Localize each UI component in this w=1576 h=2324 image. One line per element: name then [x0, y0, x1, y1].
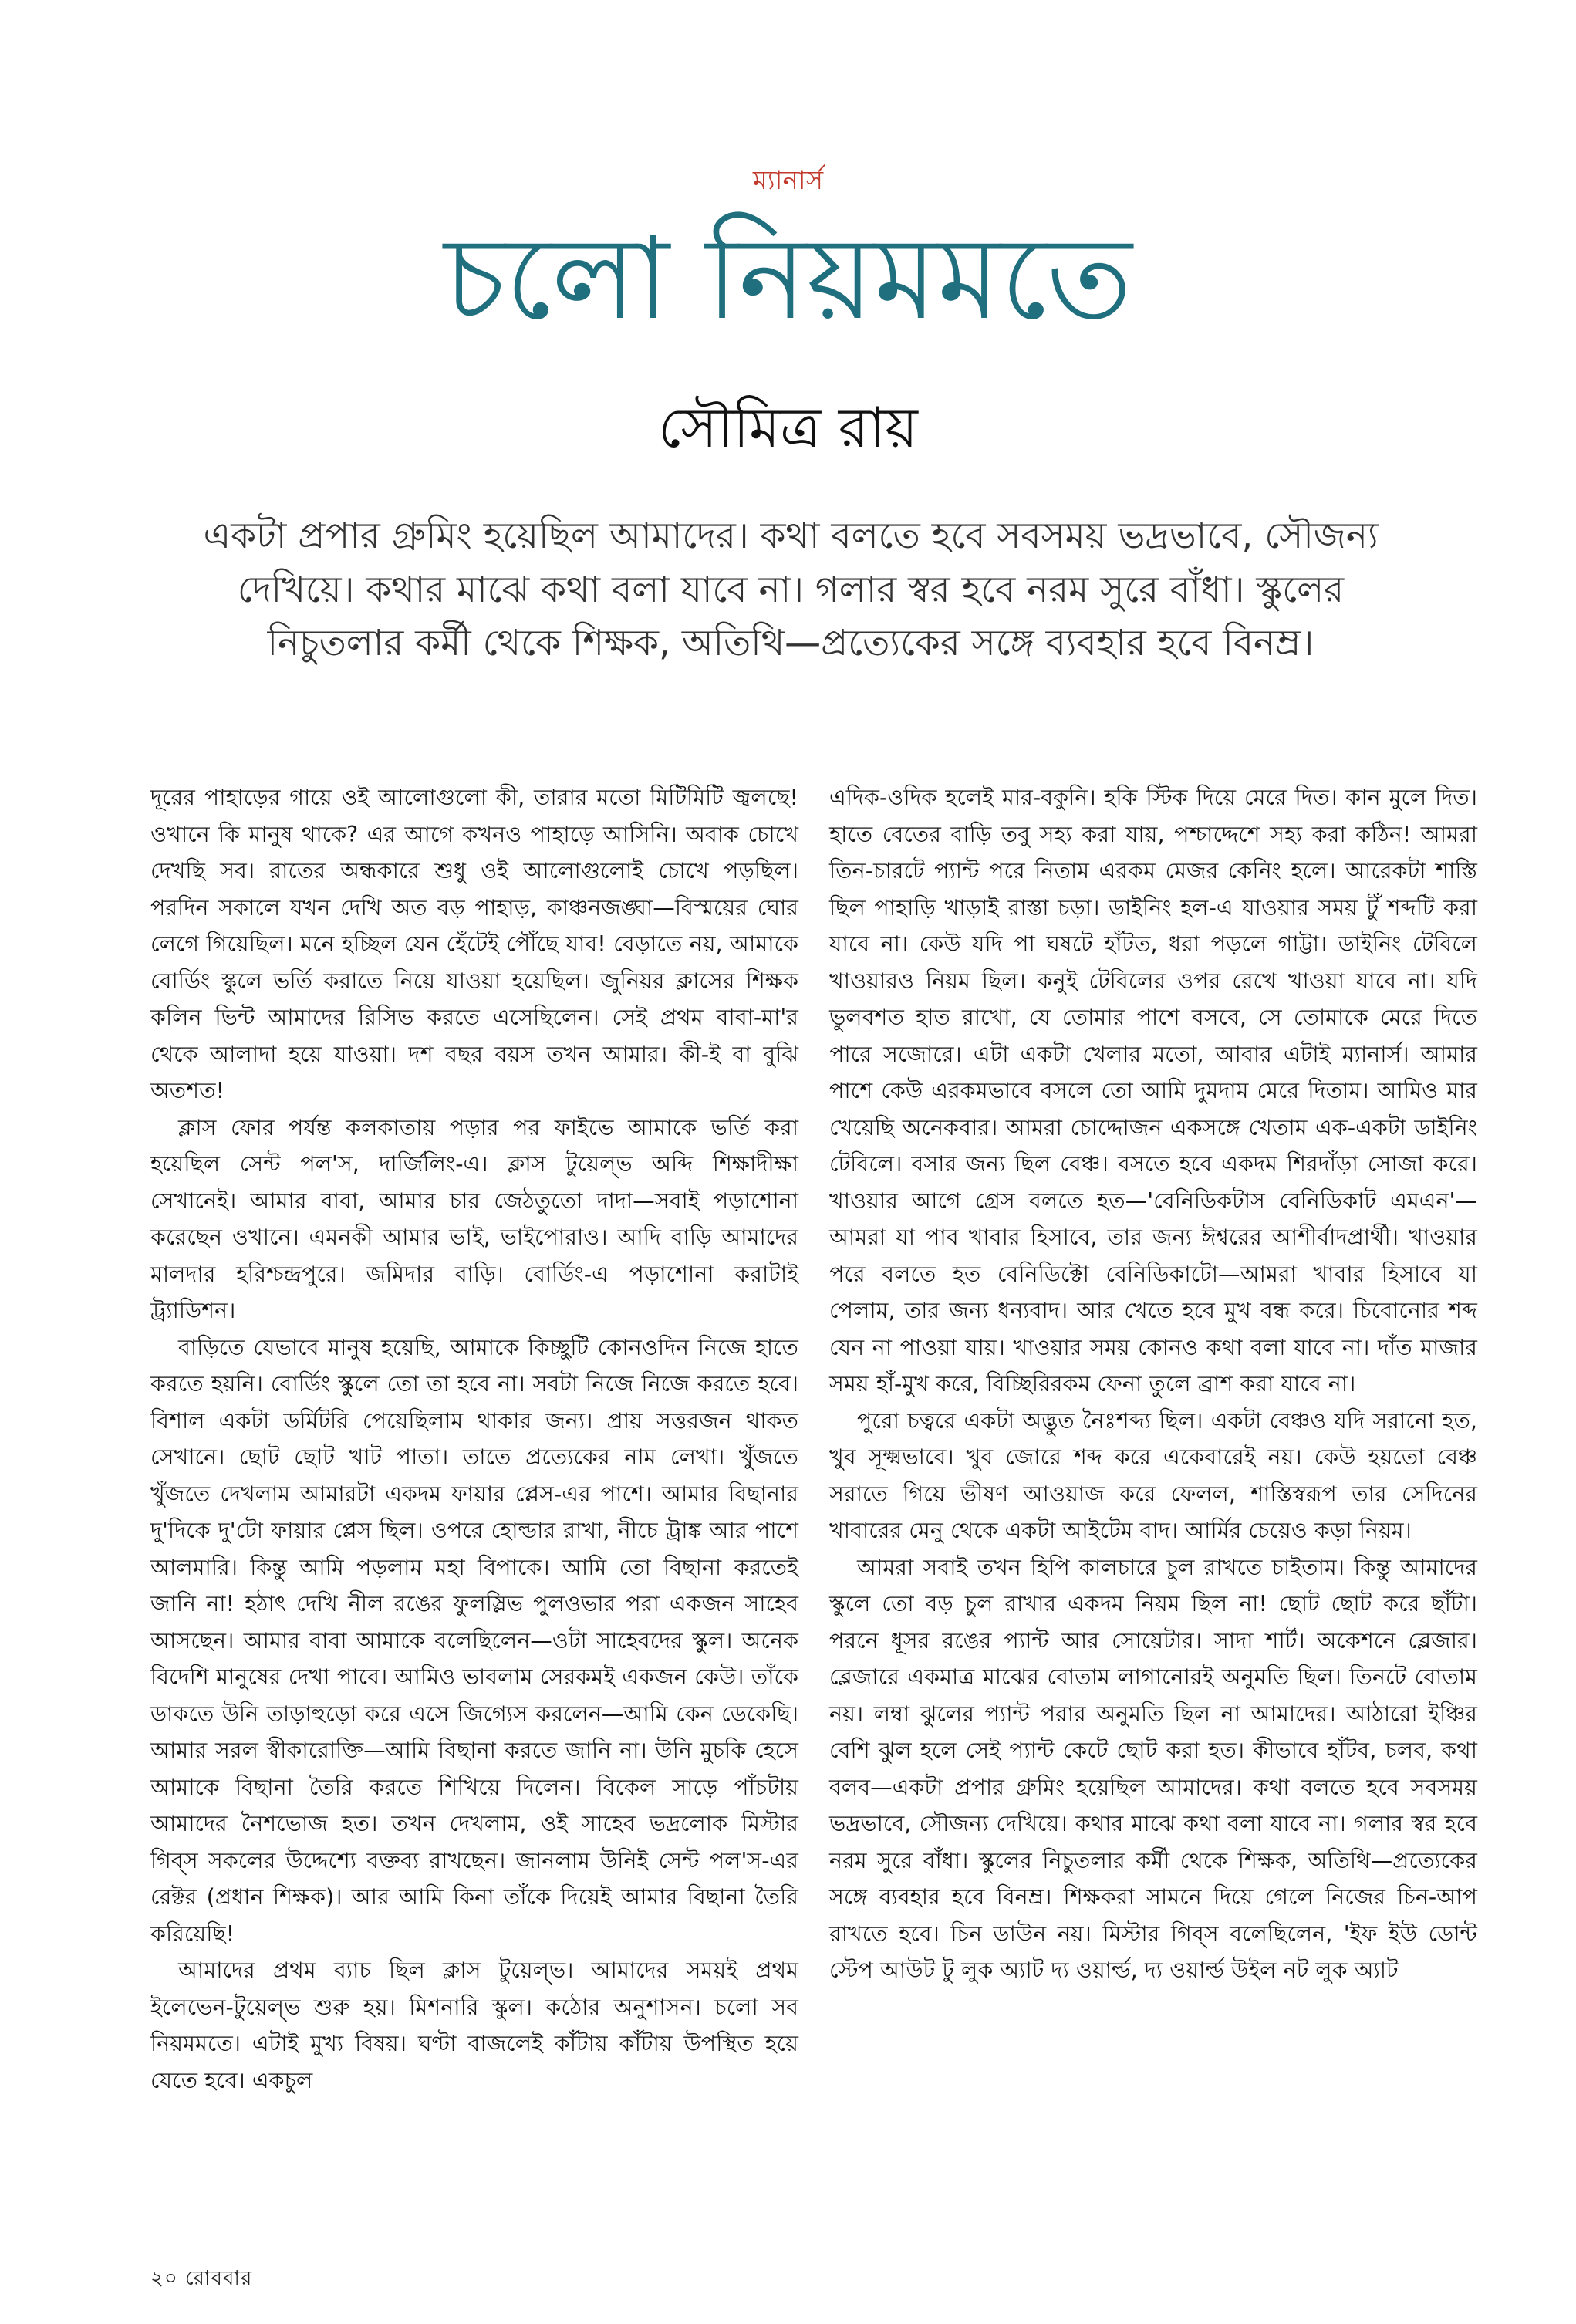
article-headline: চলো নিয়মমতে [444, 212, 1132, 345]
right-text-column [829, 779, 1477, 1989]
left-text-column [150, 779, 798, 2099]
page-folio: ২০ রোববার [150, 2267, 253, 2290]
body-paragraph: বাড়িতে যেভাবে মানুষ হয়েছি, আমাকে কিচ্ছুটি কোনওদিন নিজে হাতে করতে হয়নি। বোর্ডিং স্কুলে তো তা হবে না। সবটা নিজে নিজে করতে হবে। বিশাল একটা ডর্মিটরি পেয়েছিলাম থাকার জন্য। প্রায় সত্তরজন থাকত সেখানে। ছোট ছোট খাট পাতা। তাতে প্রত্যেকের নাম লেখা। খুঁজতে খুঁজতে দেখলাম আমারটা একদম ফায়ার প্লেস-এর পাশে। আমার বিছানার দু'দিকে দু'টো ফায়ার প্লেস ছিল। ওপরে হোল্ডার রাখা, নীচে ট্রাঙ্ক আর পাশে আলমারি। কিন্তু আমি পড়লাম মহা বিপাকে। আমি তো বিছানা করতেই জানি না! হঠাৎ দেখি নীল রঙের ফুলস্লিভ পুলওভার পরা একজন সাহেব আসছেন। আমার বাবা আমাকে বলেছিলেন—ওটা সাহেবদের স্কুল। অনেক বিদেশি মানুষের দেখা পাবে। আমিও ভাবলাম সেরকমই একজন কেউ। তাঁকে ডাকতে উনি তাড়াহুড়ো করে এসে জিগ্যেস করলেন—আমি কেন ডেকেছি। আমার সরল স্বীকারোক্তি—আমি বিছানা করতে জানি না। উনি মুচকি হেসে আমাকে বিছানা তৈরি করতে শিখিয়ে দিলেন। বিকেল সাড়ে পাঁচটায় আমাদের নৈশভোজ হত। তখন দেখলাম, ওই সাহেব ভদ্রলোক মিস্টার গিব্স সকলের উদ্দেশ্যে বক্তব্য রাখছেন। জানলাম উনিই সেন্ট পল'স-এর রেক্টর (প্রধান শিক্ষক)। আর আমি কিনা তাঁকে দিয়েই আমার বিছানা তৈরি করিয়েছি! [150, 1333, 798, 1947]
body-paragraph: পুরো চত্বরে একটা অদ্ভুত নৈঃশব্দ্য ছিল। একটা বেঞ্চও যদি সরানো হত, খুব সূক্ষ্মভাবে। খুব জোরে শব্দ করে একেবারেই নয়। কেউ হয়তো বেঞ্চ সরাতে গিয়ে ভীষণ আওয়াজ করে ফেলল, শাস্তিস্বরূপ তার সেদিনের খাবারের মেনু থেকে একটা আইটেম বাদ। আর্মির চেয়েও কড়া নিয়ম। [829, 1407, 1477, 1543]
body-paragraph: আমাদের প্রথম ব্যাচ ছিল ক্লাস টুয়েল্ভ। আমাদের সময়ই প্রথম ইলেভেন-টুয়েল্ভ শুরু হয়। মিশনারি স্কুল। কঠোর অনুশাসন। চলো সব নিয়মমতে। এটাই মুখ্য বিষয়। ঘণ্টা বাজলেই কাঁটায় কাঁটায় উপস্থিত হয়ে যেতে হবে। একচুল [150, 1957, 798, 2093]
author-byline: সৌমিত্র রায় [658, 395, 918, 460]
body-paragraph: আমরা সবাই তখন হিপি কালচারে চুল রাখতে চাইতাম। কিন্তু আমাদের স্কুলে তো বড় চুল রাখার একদম নিয়ম ছিল না! ছোট ছোট করে ছাঁটা। পরনে ধূসর রঙের প্যান্ট আর সোয়েটার। সাদা শার্ট। অকেশনে ব্লেজার। ব্লেজারে একমাত্র মাঝের বোতাম লাগানোরই অনুমতি ছিল। তিনটে বোতাম নয়। লম্বা ঝুলের প্যান্ট পরার অনুমতি ছিল না আমাদের। আঠারো ইঞ্চির বেশি ঝুল হলে সেই প্যান্ট কেটে ছোট করা হত। কীভাবে হাঁটব, চলব, কথা বলব—একটা প্রপার গ্রুমিং হয়েছিল আমাদের। কথা বলতে হবে সবসময় ভদ্রভাবে, সৌজন্য দেখিয়ে। কথার মাঝে কথা বলা যাবে না। গলার স্বর হবে নরম সুরে বাঁধা। স্কুলের নিচুতলার কর্মী থেকে শিক্ষক, অতিথি—প্রত্যেকের সঙ্গে ব্যবহার হবে বিনম্র। শিক্ষকরা সামনে দিয়ে গেলে নিজের চিন-আপ রাখতে হবে। চিন ডাউন নয়। মিস্টার গিব্স বলেছিলেন, 'ইফ ইউ ডোন্ট স্টেপ আউট টু লুক অ্যাট দ্য ওয়ার্ল্ড, দ্য ওয়ার্ল্ড উইল নট লুক অ্যাট [829, 1553, 1477, 1983]
body-paragraph: ক্লাস ফোর পর্যন্ত কলকাতায় পড়ার পর ফাইভে আমাকে ভর্তি করা হয়েছিল সেন্ট পল'স, দার্জিলিং-এ। ক্লাস টুয়েল্ভ অব্দি শিক্ষাদীক্ষা সেখানেই। আমার বাবা, আমার চার জেঠতুতো দাদা—সবাই পড়াশোনা করেছেন ওখানে। এমনকী আমার ভাই, ভাইপোরাও। আদি বাড়ি আমাদের মালদার হরিশ্চন্দ্রপুরে। জমিদার বাড়ি। বোর্ডিং-এ পড়াশোনা করাটাই ট্র্যাডিশন। [150, 1113, 798, 1323]
section-kicker: ম্যানার্স [752, 165, 824, 196]
body-paragraph: দূরের পাহাড়ের গায়ে ওই আলোগুলো কী, তারার মতো মিটিমিটি জ্বলছে! ওখানে কি মানুষ থাকে? এর আগে কখনও পাহাড়ে আসিনি। অবাক চোখে দেখছি সব। রাতের অন্ধকারে শুধু ওই আলোগুলোই চোখে পড়ছিল। পরদিন সকালে যখন দেখি অত বড় পাহাড়, কাঞ্চনজঙ্ঘা—বিস্ময়ের ঘোর লেগে গিয়েছিল। মনে হচ্ছিল যেন হেঁটেই পৌঁছে যাব! বেড়াতে নয়, আমাকে বোর্ডিং স্কুলে ভর্তি করাতে নিয়ে যাওয়া হয়েছিল। জুনিয়র ক্লাসের শিক্ষক কলিন ভিন্ট আমাদের রিসিভ করতে এসেছিলেন। সেই প্রথম বাবা-মা'র থেকে আলাদা হয়ে যাওয়া। দশ বছর বয়স তখন আমার। কী-ই বা বুঝি অতশত! [150, 784, 798, 1103]
standfirst-pull-quote: একটা প্রপার গ্রুমিং হয়েছিল আমাদের। কথা বলতে হবে সবসময় ভদ্রভাবে, সৌজন্য দেখিয়ে। কথার মাঝে কথা বলা যাবে না। গলার স্বর হবে নরম সুরে বাঁধা। স্কুলের নিচুতলার কর্মী থেকে শিক্ষক, অতিথি—প্রত্যেকের সঙ্গে ব্যবহার হবে বিনম্র। [203, 515, 1379, 665]
body-paragraph: এদিক-ওদিক হলেই মার-বকুনি। হকি স্টিক দিয়ে মেরে দিত। কান মুলে দিত। হাতে বেতের বাড়ি তবু সহ্য করা যায়, পশ্চাদ্দেশে সহ্য করা কঠিন! আমরা তিন-চারটে প্যান্ট পরে নিতাম এরকম মেজর কেনিং হলে। আরেকটা শাস্তি ছিল পাহাড়ি খাড়াই রাস্তা চড়া। ডাইনিং হল-এ যাওয়ার সময় টুঁ শব্দটি করা যাবে না। কেউ যদি পা ঘষটে হাঁটত, ধরা পড়লে গাট্টা। ডাইনিং টেবিলে খাওয়ারও নিয়ম ছিল। কনুই টেবিলের ওপর রেখে খাওয়া যাবে না। যদি ভুলবশত হাত রাখো, যে তোমার পাশে বসবে, সে তোমাকে মেরে দিতে পারে সজোরে। এটা একটা খেলার মতো, আবার এটাই ম্যানার্স। আমার পাশে কেউ এরকমভাবে বসলে তো আমি দুমদাম মেরে দিতাম। আমিও মার খেয়েছি অনেকবার। আমরা চোদ্দোজন একসঙ্গে খেতাম এক-একটা ডাইনিং টেবিলে। বসার জন্য ছিল বেঞ্চ। বসতে হবে একদম শিরদাঁড়া সোজা করে। খাওয়ার আগে গ্রেস বলতে হত—'বেনিডিকটাস বেনিডিকাট এমএন'—আমরা যা পাব খাবার হিসাবে, তার জন্য ঈশ্বরের আশীর্বাদপ্রার্থী। খাওয়ার পরে বলতে হত বেনিডিক্টো বেনিডিকাটো—আমরা খাবার হিসাবে যা পেলাম, তার জন্য ধন্যবাদ। আর খেতে হবে মুখ বন্ধ করে। চিবোনোর শব্দ যেন না পাওয়া যায়। খাওয়ার সময় কোনও কথা বলা যাবে না। দাঁত মাজার সময় হাঁ-মুখ করে, বিচ্ছিরিরকম ফেনা তুলে ব্রাশ করা যাবে না। [829, 784, 1477, 1397]
